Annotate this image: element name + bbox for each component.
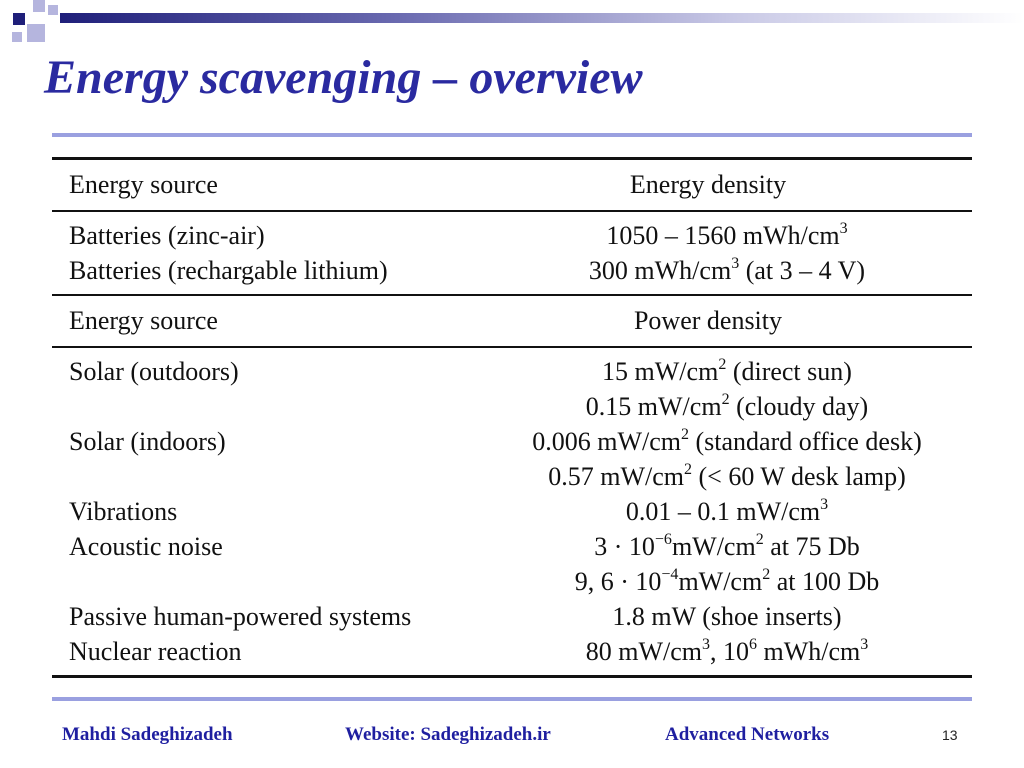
- density-text: (direct sun): [726, 356, 852, 386]
- density-cell: [504, 427, 972, 457]
- table-rule: [52, 675, 972, 678]
- corner-square-dark: [13, 13, 25, 25]
- density-cell: [504, 357, 972, 387]
- density-cell: [504, 637, 972, 667]
- title-divider: [52, 133, 972, 137]
- source-cell: Solar (indoors): [69, 426, 226, 456]
- footer-divider: [52, 697, 972, 701]
- header-energy-source: Energy source: [69, 306, 218, 335]
- source-cell: Acoustic noise: [69, 531, 223, 561]
- slide-title: Energy scavenging – overview: [44, 51, 643, 104]
- table-row: [52, 634, 972, 669]
- superscript: 6: [749, 635, 757, 653]
- density-cell: [504, 602, 972, 632]
- table-row: [52, 599, 972, 634]
- superscript: 2: [721, 390, 730, 408]
- superscript: 3: [820, 495, 829, 513]
- density-text: 9, 6 · 10: [574, 566, 662, 596]
- superscript: 2: [684, 460, 693, 478]
- density-text: at 75 Db: [763, 531, 860, 561]
- density-text: mW/cm: [671, 531, 756, 561]
- density-text: , 10: [710, 636, 749, 666]
- density-cell: [504, 256, 972, 286]
- source-cell: Batteries (rechargable lithium): [69, 255, 388, 285]
- source-cell: Passive human-powered systems: [69, 601, 412, 631]
- superscript: −4: [661, 565, 679, 583]
- header-energy-density: Energy density: [629, 170, 787, 199]
- density-text: 0.15 mW/cm: [585, 391, 722, 421]
- table-header-row: [52, 302, 972, 340]
- density-text: 80 mW/cm: [585, 636, 702, 666]
- source-cell: Solar (outdoors): [69, 356, 239, 386]
- density-text: 1.8 mW (shoe inserts): [612, 601, 842, 631]
- header-power-density: Power density: [633, 306, 783, 335]
- table-row: [52, 389, 972, 424]
- table-row: [52, 218, 972, 253]
- footer-course: Advanced Networks: [665, 724, 830, 745]
- density-cell: [504, 392, 972, 422]
- table-row: [52, 494, 972, 529]
- table-header-row: [52, 166, 972, 204]
- density-text: 0.006 mW/cm: [532, 426, 682, 456]
- table-row: [52, 424, 972, 459]
- density-cell: [504, 532, 972, 562]
- superscript: 2: [762, 565, 771, 583]
- density-cell: [504, 567, 972, 597]
- superscript: 2: [681, 425, 690, 443]
- superscript: 2: [718, 355, 727, 373]
- power-rows: [52, 348, 972, 675]
- power-header: [52, 296, 972, 346]
- superscript: 2: [755, 530, 764, 548]
- density-cell: [504, 462, 972, 492]
- top-gradient-bar: [60, 13, 1024, 23]
- table-row: [52, 459, 972, 494]
- density-text: 15 mW/cm: [602, 356, 719, 386]
- corner-square-light: [33, 0, 45, 12]
- energy-header: [52, 160, 972, 210]
- superscript: 3: [702, 635, 710, 653]
- superscript: 3: [839, 219, 848, 237]
- superscript: 3: [860, 635, 869, 653]
- header-energy-source: Energy source: [69, 170, 218, 199]
- density-text: 1050 – 1560 mWh/cm: [606, 220, 840, 250]
- footer-website: Website: Sadeghizadeh.ir: [345, 724, 551, 745]
- superscript: 3: [731, 254, 740, 272]
- density-cell: [504, 221, 972, 251]
- table-row: [52, 529, 972, 564]
- density-text: 0.01 – 0.1 mW/cm: [625, 496, 821, 526]
- density-text: mWh/cm: [757, 636, 861, 666]
- density-text: 3 · 10: [594, 531, 655, 561]
- density-text: (standard office desk): [689, 426, 922, 456]
- source-cell: Vibrations: [69, 496, 178, 526]
- corner-square-light: [12, 32, 22, 42]
- energy-rows: [52, 212, 972, 294]
- table-row: [52, 564, 972, 599]
- density-text: at 100 Db: [770, 566, 880, 596]
- density-text: (cloudy day): [729, 391, 869, 421]
- density-text: (at 3 – 4 V): [739, 255, 866, 285]
- density-text: 300 mWh/cm: [588, 255, 732, 285]
- corner-square-light: [27, 24, 45, 42]
- density-text: 0.57 mW/cm: [548, 461, 685, 491]
- footer-author: Mahdi Sadeghizadeh: [62, 724, 233, 745]
- page-number: 13: [942, 727, 958, 743]
- density-cell: [504, 497, 972, 527]
- density-text: mW/cm: [678, 566, 763, 596]
- table-row: [52, 253, 972, 288]
- density-text: (< 60 W desk lamp): [692, 461, 906, 491]
- energy-table: [52, 157, 972, 678]
- table-row: [52, 354, 972, 389]
- source-cell: Batteries (zinc-air): [69, 220, 265, 250]
- source-cell: Nuclear reaction: [69, 636, 242, 666]
- superscript: −6: [654, 530, 672, 548]
- corner-square-light: [48, 5, 58, 15]
